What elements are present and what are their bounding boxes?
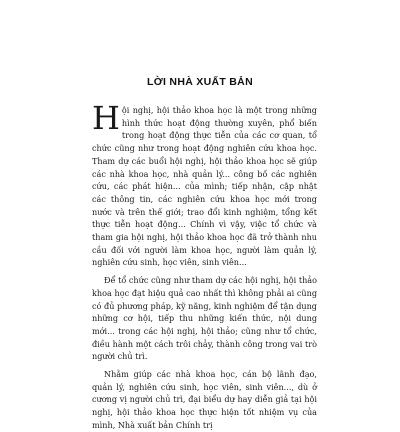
page-title: LỜI NHÀ XUẤT BẢN xyxy=(147,76,253,88)
paragraph-1-text: ội nghị, hội thảo khoa học là một trong những hình thức hoạt động thường xuyên, phổ biến trong hoạt động thực tiễn của các cơ quan, tổ chức cũng như trong hoạt động nghiên cứu khoa học. Tham dự các buổi hội nghị, hội thảo khoa học sẽ giúp các nhà khoa học, nhà quản lý... công bố các nghiên cứu, các phát hiện... của mình; tiếp nhận, cập nhật các thông tin, các nghiên cứu khoa học mới trong nước và trên thế giới; trao đổi kinh nghiệm, tổng kết thực tiễn hoạt động... Chính vì vậy, việc tổ chức và tham gia hội nghị, hội thảo khoa học đã trở thành nhu cầu đối với người làm khoa học, người làm quản lý, nghiên cứu sinh, học viên, sinh viên... xyxy=(92,105,317,268)
paragraph-1 xyxy=(92,99,317,269)
drop-cap: H xyxy=(92,99,120,137)
preface-body xyxy=(92,99,317,432)
paragraph-2: Để tổ chức cũng như tham dự các hội nghị, hội thảo khoa học đạt hiệu quả cao nhất thì không phải ai cũng có đủ phương pháp, kỹ năng, kinh nghiệm để tận dụng những cơ hội, tiếp thu những kiến thức, nội dung mới... trong các hội nghị, hội thảo; cũng như tổ chức, điều hành một cách trôi chảy, thành công trong vai trò người chủ trì. xyxy=(92,275,317,362)
paragraph-3: Nhằm giúp các nhà khoa học, cán bộ lãnh đạo, quản lý, nghiên cứu sinh, học viên, sinh viên..., dù ở cương vị người chủ trì, đại biểu dự hay diễn giả tại hội nghị, hội thảo khoa học thực hiện tốt nhiệm vụ của mình, Nhà xuất bản Chính trị xyxy=(92,369,317,430)
